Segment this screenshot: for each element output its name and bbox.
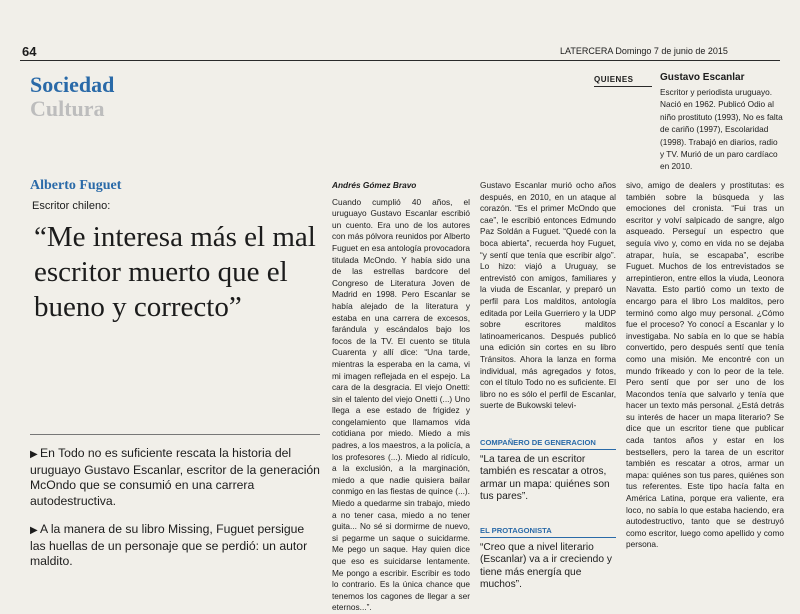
callout-quote: “Creo que a nivel literario (Escanlar) va a ir creciendo y tiene más energía que muchos”. — [480, 542, 612, 591]
quienes-label: QUIENES — [594, 75, 634, 84]
section-subtitle: Cultura — [30, 96, 105, 121]
body-text: Cuando cumplió 40 años, el uruguayo Gustavo Escanlar escribió un cuento. Era uno de los autores con más pólvora reunidos por Alberto Fuguet en esa antología provocadora titulada McOndo. Y había sido una de las estrellas bardcore del Congreso de Literatura Joven de Madrid en 1998. Pero Escanlar se había alejado de la literatura y estaba en una carrera de excesos, farándula y escándalos bajo los focos de la TV. El cuento se titula Cuarenta y allí dice: “Una tarde, mientras la esperaba en la cama, vi mi imagen reflejada en el espejo. La cara de la desgracia. El viejo Onetti: sin el talento del viejo Onetti (...) Uno llega a ese estado de frigidez y congelamiento que llamamos vida cotidiana por miedo. Miedo a mis padres, a los maestros, a la policía, a los profesores (...). Miedo al ridículo, a la exclusión, a la marginación, miedo a que nadie quisiera bailar conmigo en las fiestas de quince (...). Miedo a quedarme sin trabajo, miedo a no tener casa, miedo a no tener guita... No sé si dormirme de nuevo, si pegarme un saque o suicidarme. Me pego un saque. Hay quien dice que eso es suicidarse lentamente. Me pongo a escribir. Escribir es todo lo contrario. Es la única chance que tenemos los cagones de llegar a ser eternos...”. — [332, 196, 470, 613]
body-column-3: sivo, amigo de dealers y prostitutas: es también sobre la búsqueda y las emociones del cronista. “Fui tras un escritor y volví salpicado de sangre, algo asqueado. Perseguí un espectro que seguía vivo y, como en vida no se dejaba atrapar, huía, se escapaba”, escribe Fuguet. Muchos de los entrevistados se arrepintieron, entre ellos la viuda, Leonora Navatta. Esto partió como un texto de encargo para el libro Los malditos, pero terminó como algo muy personal. ¿Cómo fue el proceso? Yo conocí a Escanlar y lo investigaba. No sabía en lo que se había convertido, pero después sentí que tenía como una misión. Me encontré con un mundo frikeado y con lo peor de la tele. Pero sentí que por ser uno de los Macondos tenía que salvarlo y tenía que hacer un texto más personal. ¿Está detrás su interés de hacer un mapa literario? Se dice que un escritor tiene que publicar cada tantos años y estar en los bestsellers, pero la tarea de un escritor también es rescatar a otros, armar un mapa: quiénes son tus pares, quiénes son tus referentes. Este tipo hacía falta en América Latina, porque era valiente, era loco, no sabía lo que estaba haciendo, era autodestructivo, tanto que se destruyó como escritor, luego como apellido y como persona. — [626, 180, 784, 550]
body-column-2: Gustavo Escanlar murió ocho años después, en 2010, en un ataque al corazón. “Es el primer McOndo que cae”, le escribió entonces Edmundo Paz Soldán a Fuguet. “Quedé con la boca abierta”, recuerda hoy Fuguet, “y sentí que tenía que escribir algo”. Lo hizo: viajó a Uruguay, se entrevistó con amigos, familiares y la viuda de Escanlar, y preparó un perfil para Los malditos, antología editada por Leila Guerriero y la UDP sobre escritores malditos latinoamericanos. Después publicó una edición sin cortes en su libro Tránsitos. Ahora la lanza en forma individual, más agregados y fotos, con el título Todo no es suficiente. El libro no es sólo el perfil de Escanlar, suerte de Bukowski televi- — [480, 180, 616, 411]
triangle-bullet-icon: ▶ — [30, 449, 38, 460]
callout-box — [480, 438, 616, 504]
callout-rule — [480, 537, 616, 538]
summary-bullet — [30, 446, 322, 509]
callout-label: COMPAÑERO DE GENERACION — [480, 438, 596, 447]
callout-label: EL PROTAGONISTA — [480, 526, 552, 535]
callout-box — [480, 526, 616, 592]
page-number: 64 — [22, 44, 37, 59]
summary-text: A la manera de su libro Missing, Fuguet persigue las huellas de un personaje que se perdió: un autor maldito. — [30, 522, 308, 568]
quienes-bio: Escritor y periodista uruguayo. Nació en 1962. Publicó Odio al niño prostituto (1993), No es falta de cariño (1997), Escolaridad (1998). Trabajó en diarios, radio y TV. Murió de un paro cardíaco en 2010. — [660, 87, 783, 172]
quienes-rule — [594, 86, 652, 87]
section-title: Sociedad — [30, 72, 115, 97]
callout-quote: “La tarea de un escritor también es rescatar a otros, armar un mapa: quiénes son tus pares”. — [480, 454, 610, 503]
headline: “Me interesa más el mal escritor muerto que el bueno y correcto” — [34, 221, 316, 323]
publication-date: LATERCERA Domingo 7 de junio de 2015 — [560, 46, 728, 56]
callout-rule — [480, 449, 616, 450]
header-rule — [20, 60, 780, 61]
byline: Andrés Gómez Bravo — [332, 180, 417, 190]
article-author: Alberto Fuguet — [30, 178, 122, 193]
summary-separator — [30, 434, 320, 435]
body-column-1 — [332, 180, 470, 614]
author-role: Escritor chileno: — [32, 200, 111, 212]
quienes-name: Gustavo Escanlar — [660, 72, 745, 83]
triangle-bullet-icon: ▶ — [30, 525, 38, 536]
summary-text: En Todo no es suficiente rescata la historia del uruguayo Gustavo Escanlar, escritor de la generación McOndo que se consumió en una carrera autodestructiva. — [30, 446, 320, 508]
summary-bullet — [30, 522, 322, 570]
